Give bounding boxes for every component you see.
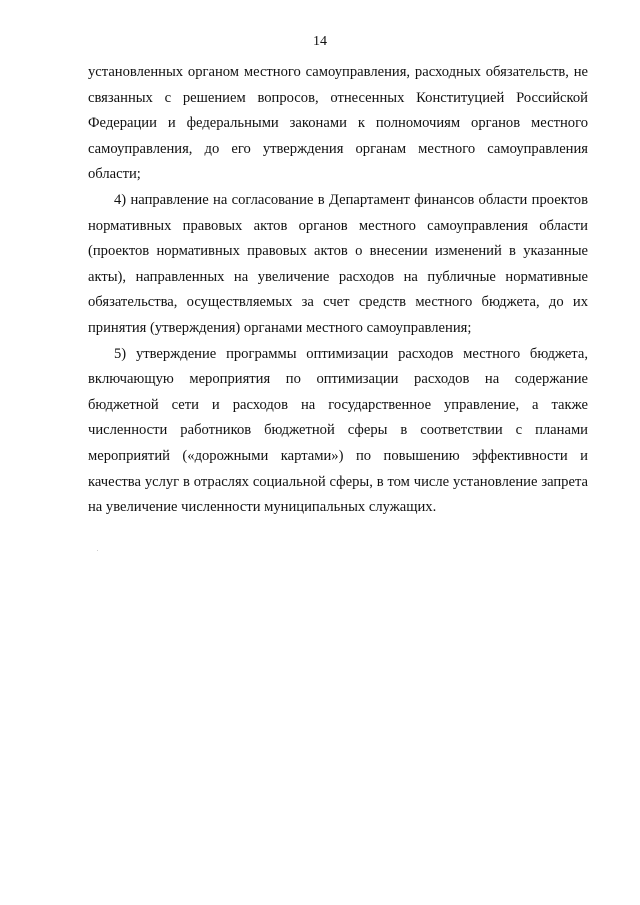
paragraph-item-4: 4) направление на согласование в Департамент финансов области проектов нормативных правовых актов органов местного самоуправления области (проектов нормативных правовых актов о внесении изменений в указанные акты), направленных на увеличение расходов на публичные нормативные обязательства, осуществляемых за счет средств местного бюджета, до их принятия (утверждения) органами местного самоуправления; — [88, 191, 588, 336]
paragraph-item-5: 5) утверждение программы оптимизации расходов местного бюджета, включающую мероприятия по оптимизации расходов на содержание бюджетной сети и расходов на государственное управление, а также численности работников бюджетной сферы в соответствии с планами мероприятий («дорожными картами») по повышению эффективности и качества услуг в отраслях социальной сферы, в том числе установление запрета на увеличение численности муниципальных служащих. — [88, 345, 588, 516]
paragraph-continuation: установленных органом местного самоуправления, расходных обязательств, не связанных с решением вопросов, отнесенных Конституцией Российской Федерации и федеральными законами к полномочиям органов местного самоуправления, до его утверждения органам местного самоуправления области; — [88, 64, 588, 183]
document-body — [88, 60, 588, 521]
scan-speck — [97, 550, 98, 551]
page-number: 14 — [313, 34, 327, 49]
